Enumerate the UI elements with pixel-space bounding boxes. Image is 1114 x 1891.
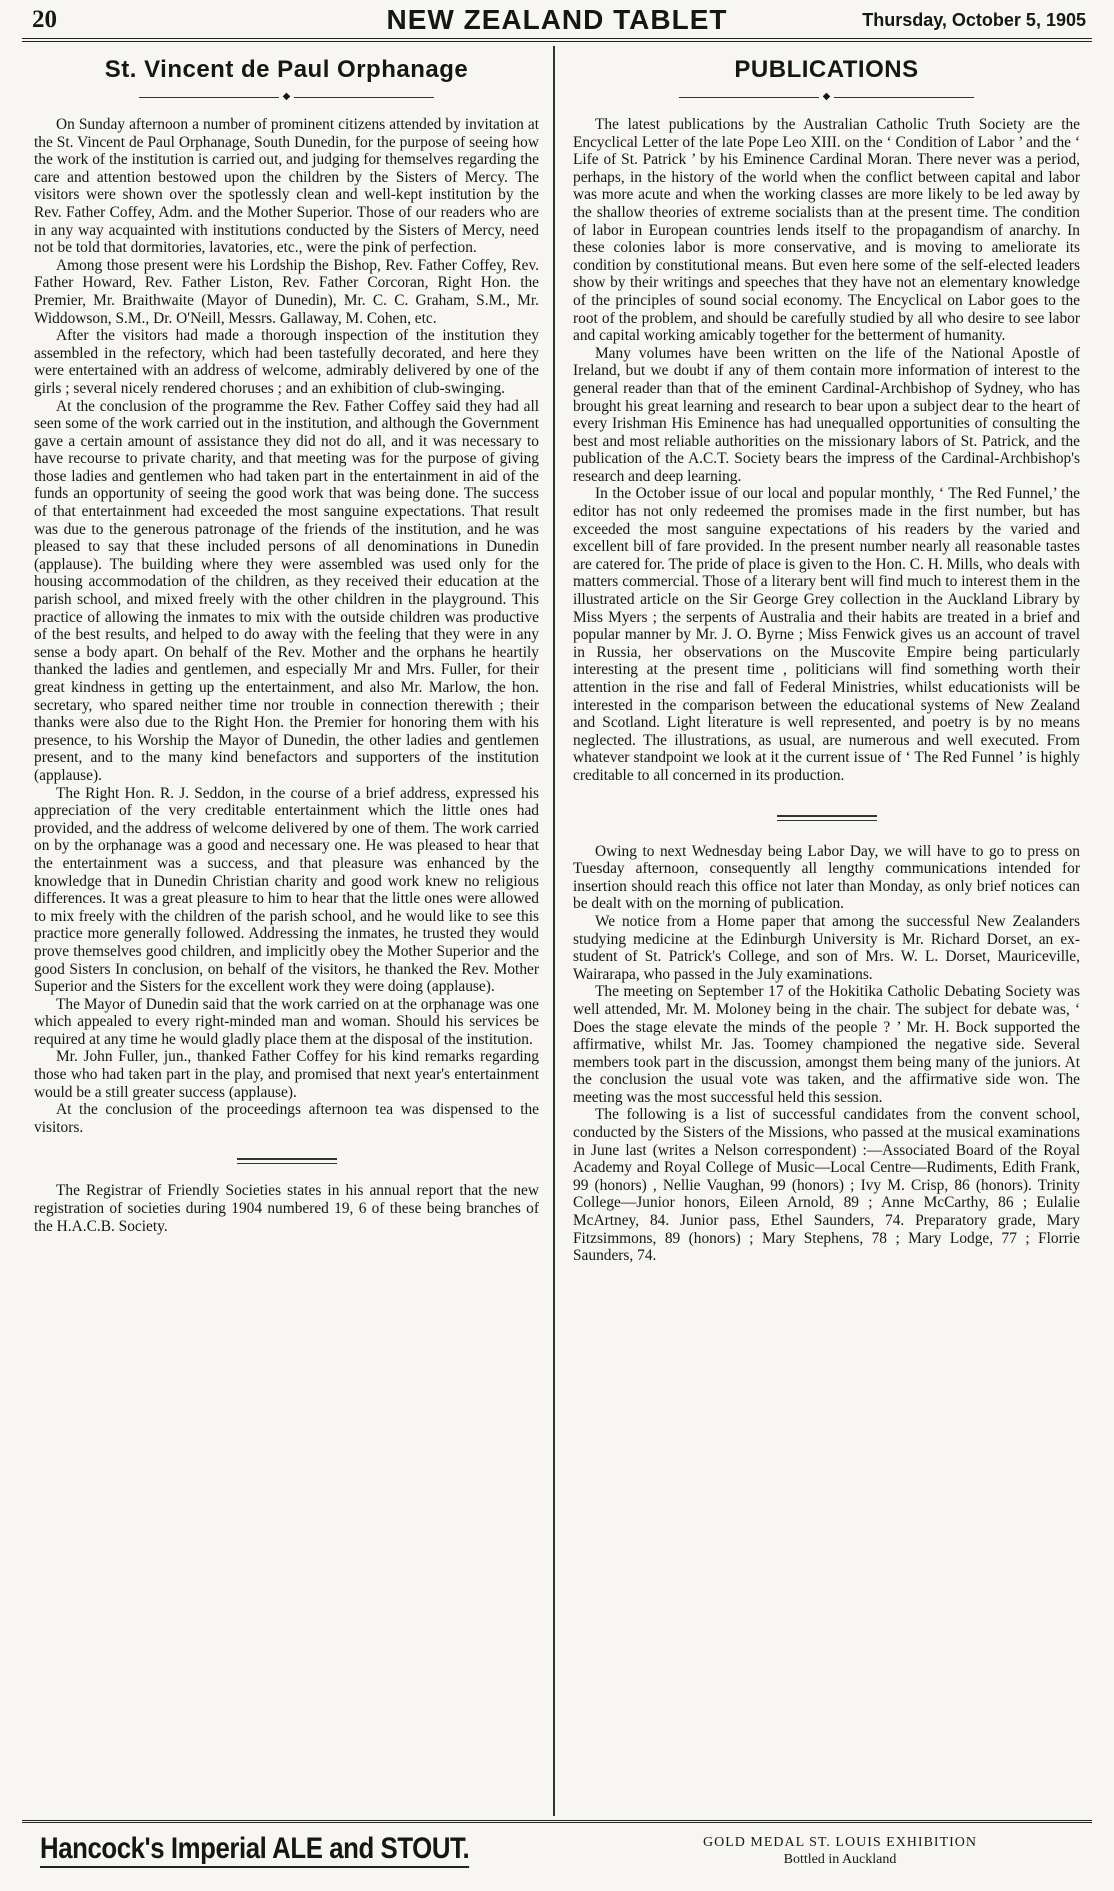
right-column: [573, 50, 1080, 1265]
article-title-orphanage: St. Vincent de Paul Orphanage: [104, 56, 469, 83]
left-column: [34, 50, 539, 1235]
footer-rule: [22, 1820, 1092, 1823]
section-rule: [237, 1158, 337, 1164]
section-title-publications: PUBLICATIONS: [734, 56, 919, 83]
ad-gold-medal: [640, 1834, 1040, 1868]
page-number: 20: [32, 6, 57, 33]
ad-gold-medal-line2: Bottled in Auckland: [783, 1852, 897, 1867]
paragraph: The Right Hon. R. J. Seddon, in the course of a brief address, expressed his appreciation of the very creditable entertainment which the little ones had provided, and the address of welcome delivered by one of them. The work carried on by the orphanage was a good and necessary one. He was pleased to hear that the entertainment was a success, and that pleasure was enhanced by the knowledge that in Dunedin Christian charity and good work knew no religious differences. It was a great pleasure to him to hear that the little ones were allowed to mix freely with the children of the parish school, and he would like to see this practice more generally followed. Addressing the inmates, he trusted they would prove themselves good children, and implicitly obey the Mother Superior and the good Sisters In conclusion, on behalf of the visitors, he thanked the Rev. Mother Superior and the Sisters for the excellent work they were doing (applause).: [34, 784, 539, 996]
paragraph: The Mayor of Dunedin said that the work carried on at the orphanage was one which appealed to every right-minded man and woman. Should his services be required at any time he would gladly place them at the disposal of the institution.: [34, 995, 539, 1048]
paragraph: The latest publications by the Australian Catholic Truth Society are the Encyclical Letter of the late Pope Leo XIII. on the ‘ Condition of Labor ’ and the ‘ Life of St. Patrick ’ by his Eminence Cardinal Moran. There never was a period, perhaps, in the history of the world when the conflict between capital and labor was more acute and when the working classes are more likely to be led away by the shallow theories of extreme socialists than at the present time. The condition of labor in European countries lends itself to the propagandism of anarchy. In these colonies labor is more conservative, and is moving to ameliorate its condition by constitutional means. But even here some of the self-elected leaders show by their writings and speeches that they have not an elementary knowledge of the principles of sound social economy. The Encyclical on Labor goes to the root of the problem, and should be carefully studied by all who desire to see labor and capital working amicably together for the betterment of humanity.: [573, 116, 1080, 345]
ad-gold-medal-line1: GOLD MEDAL ST. LOUIS EXHIBITION: [702, 1835, 978, 1850]
column-divider: [553, 46, 555, 1816]
paragraph: Mr. John Fuller, jun., thanked Father Coffey for his kind remarks regarding those who had taken part in the play, and promised that next year's entertainment would be a still greater success (applause).: [34, 1048, 539, 1101]
paragraph: At the conclusion of the programme the Rev. Father Coffey said they had all seen some of the work carried out in the institution, and although the Government gave a certain amount of assistance they did not do all, and it was necessary to have recourse to private charity, and that meeting was for the purpose of giving those ladies and gentlemen who had taken part in the entertainment in aid of the funds an opportunity of seeing the good work that was being done. The success of that entertainment had exceeded the most sanguine expectations. That result was due to the generous patronage of the friends of the institution, and he was pleased to say that these included persons of all denominations in Dunedin (applause). The building where they were assembled was used only for the housing accommodation of the children, as they received their education at the parish school, and mixed freely with the other children in the playground. This practice of allowing the inmates to mix with the outside children was productive of the best results, and helped to do away with the feeling that they were in any sense a body apart. On behalf of the Rev. Mother and the orphans he heartily thanked the ladies and gentlemen, and especially Mr and Mrs. Fuller, for their great kindness in getting up the entertainment, and also Mr. Marlow, the hon. secretary, who spared neither time nor trouble in connection therewith ; their thanks were also due to the Right Hon. the Premier for honoring them with his presence, to his Worship the Mayor of Dunedin, the other ladies and gentlemen present, and to the many kind benefactors and supporters of the institution (applause).: [34, 397, 539, 784]
paragraph: At the conclusion of the proceedings afternoon tea was dispensed to the visitors.: [34, 1101, 539, 1136]
paragraph: The Registrar of Friendly Societies states in his annual report that the new registration of societies during 1904 numbered 19, 6 of these being branches of the H.A.C.B. Society.: [34, 1182, 539, 1235]
paragraph: The meeting on September 17 of the Hokitika Catholic Debating Society was well attended, Mr. M. Moloney being in the chair. The subject for debate was, ‘ Does the stage elevate the minds of the people ? ’ Mr. H. Bock supported the affirmative, whilst Mr. Jas. Toomey championed the negative side. Several members took part in the discussion, amongst them being many of the juniors. At the conclusion the usual vote was taken, and the affirmative side won. The meeting was the most successful held this session.: [573, 983, 1080, 1106]
paragraph: In the October issue of our local and popular monthly, ‘ The Red Funnel,’ the editor has not only redeemed the promises made in the first number, but has exceeded the most sanguine expectations of his readers by the varied and excellent bill of fare provided. In the present number nearly all reasonable tastes are catered for. The pride of place is given to the Hon. C. H. Mills, who deals with matters commercial. Those of a literary bent will find much to interest them in the illustrated article on the Sir George Grey collection in the Auckland Library by Miss Myers ; the serpents of Australia and their habits are treated in a brief and popular manner by Mr. J. O. Byrne ; Miss Fenwick gives us an account of travel in Russia, her observations on the Muscovite Empire being particularly interesting at the present time , politicians will find something worth their attention in the rise and fall of Federal Ministries, whilst educationists will be interested in the comparison between the educational systems of New Zealand and Scotland. Light literature is well represented, and poetry is by no means neglected. The illustrations, as usual, are numerous and well executed. From whatever standpoint we look at it the current issue of ‘ The Red Funnel ’ is highly creditable to all concerned in its production.: [573, 485, 1080, 784]
paragraph: Owing to next Wednesday being Labor Day, we will have to go to press on Tuesday afternoon, consequently all lengthy communications intended for insertion should reach this office not later than Monday, as only brief notices can be dealt with on the morning of publication.: [573, 842, 1080, 913]
masthead-title: NEW ZEALAND TABLET: [386, 4, 728, 35]
issue-date: Thursday, October 5, 1905: [862, 10, 1086, 30]
paragraph: We notice from a Home paper that among the successful New Zealanders studying medicine at the Edinburgh University is Mr. Richard Dorset, an ex-student of St. Patrick's College, and son of Mrs. W. L. Dorset, Mauriceville, Wairarapa, who passed in the July examinations.: [573, 912, 1080, 983]
paragraph: The following is a list of successful candidates from the convent school, conducted by the Sisters of the Missions, who passed at the musical examinations in June last (writes a Nelson correspondent) :—Associated Board of the Royal Academy and Royal College of Music—Local Centre—Rudiments, Edith Frank, 99 (honors) , Nellie Vaughan, 99 (honors) ; Ivy M. Crisp, 86 (honors). Trinity College—Junior honors, Eileen Arnold, 89 ; Anne McCarthy, 86 ; Eulalie McArtney, 84. Junior pass, Ethel Saunders, 74. Preparatory grade, Mary Fitzsimmons, 89 (honors) ; Mary Stephens, 78 ; Mary Lodge, 77 ; Florrie Saunders, 74.: [573, 1106, 1080, 1265]
ad-hancocks-ale: Hancock's Imperial ALE and STOUT.: [40, 1832, 469, 1868]
paragraph: On Sunday afternoon a number of prominent citizens attended by invitation at the St. Vincent de Paul Orphanage, South Dunedin, for the purpose of seeing how the work of the institution is carried out, and judging for themselves regarding the care and attention bestowed upon the children by the Sisters of Mercy. The visitors were shown over the spotlessly clean and well-kept institution by the Rev. Father Coffey, Adm. and the Mother Superior. Those of our readers who are in any way acquainted with institutions conducted by the Sisters of Mercy, need not be told that dormitories, lavatories, etc., were the pink of perfection.: [34, 116, 539, 257]
title-ornament: ◆: [34, 88, 539, 102]
section-rule: [777, 815, 877, 821]
title-ornament: ◆: [573, 88, 1080, 102]
paragraph: Among those present were his Lordship the Bishop, Rev. Father Coffey, Rev. Father Howard, Rev. Father Liston, Rev. Father Corcoran, Right Hon. the Premier, Mr. Braithwaite (Mayor of Dunedin), Mr. C. C. Graham, S.M., Mr. Widdowson, S.M., Dr. O'Neill, Messrs. Gallaway, M. Cohen, etc.: [34, 256, 539, 327]
paragraph: After the visitors had made a thorough inspection of the institution they assembled in the refectory, which had been tastefully decorated, and here they were entertained with an address of welcome, admirably delivered by one of the girls ; several nicely rendered choruses ; and an exhibition of club-swinging.: [34, 327, 539, 397]
page-header: [22, 4, 1092, 42]
paragraph: Many volumes have been written on the life of the National Apostle of Ireland, but we doubt if any of them contain more information of interest to the general reader than that of the eminent Cardinal-Archbishop of Sydney, who has brought his great learning and research to bear upon a subject dear to the heart of every Irishman His Eminence has had unequalled opportunities of consulting the best and most reliable authorities on the missionary labors of St. Patrick, and the publication of the A.C.T. Society bears the impress of the Cardinal-Archbishop's research and deep learning.: [573, 344, 1080, 485]
